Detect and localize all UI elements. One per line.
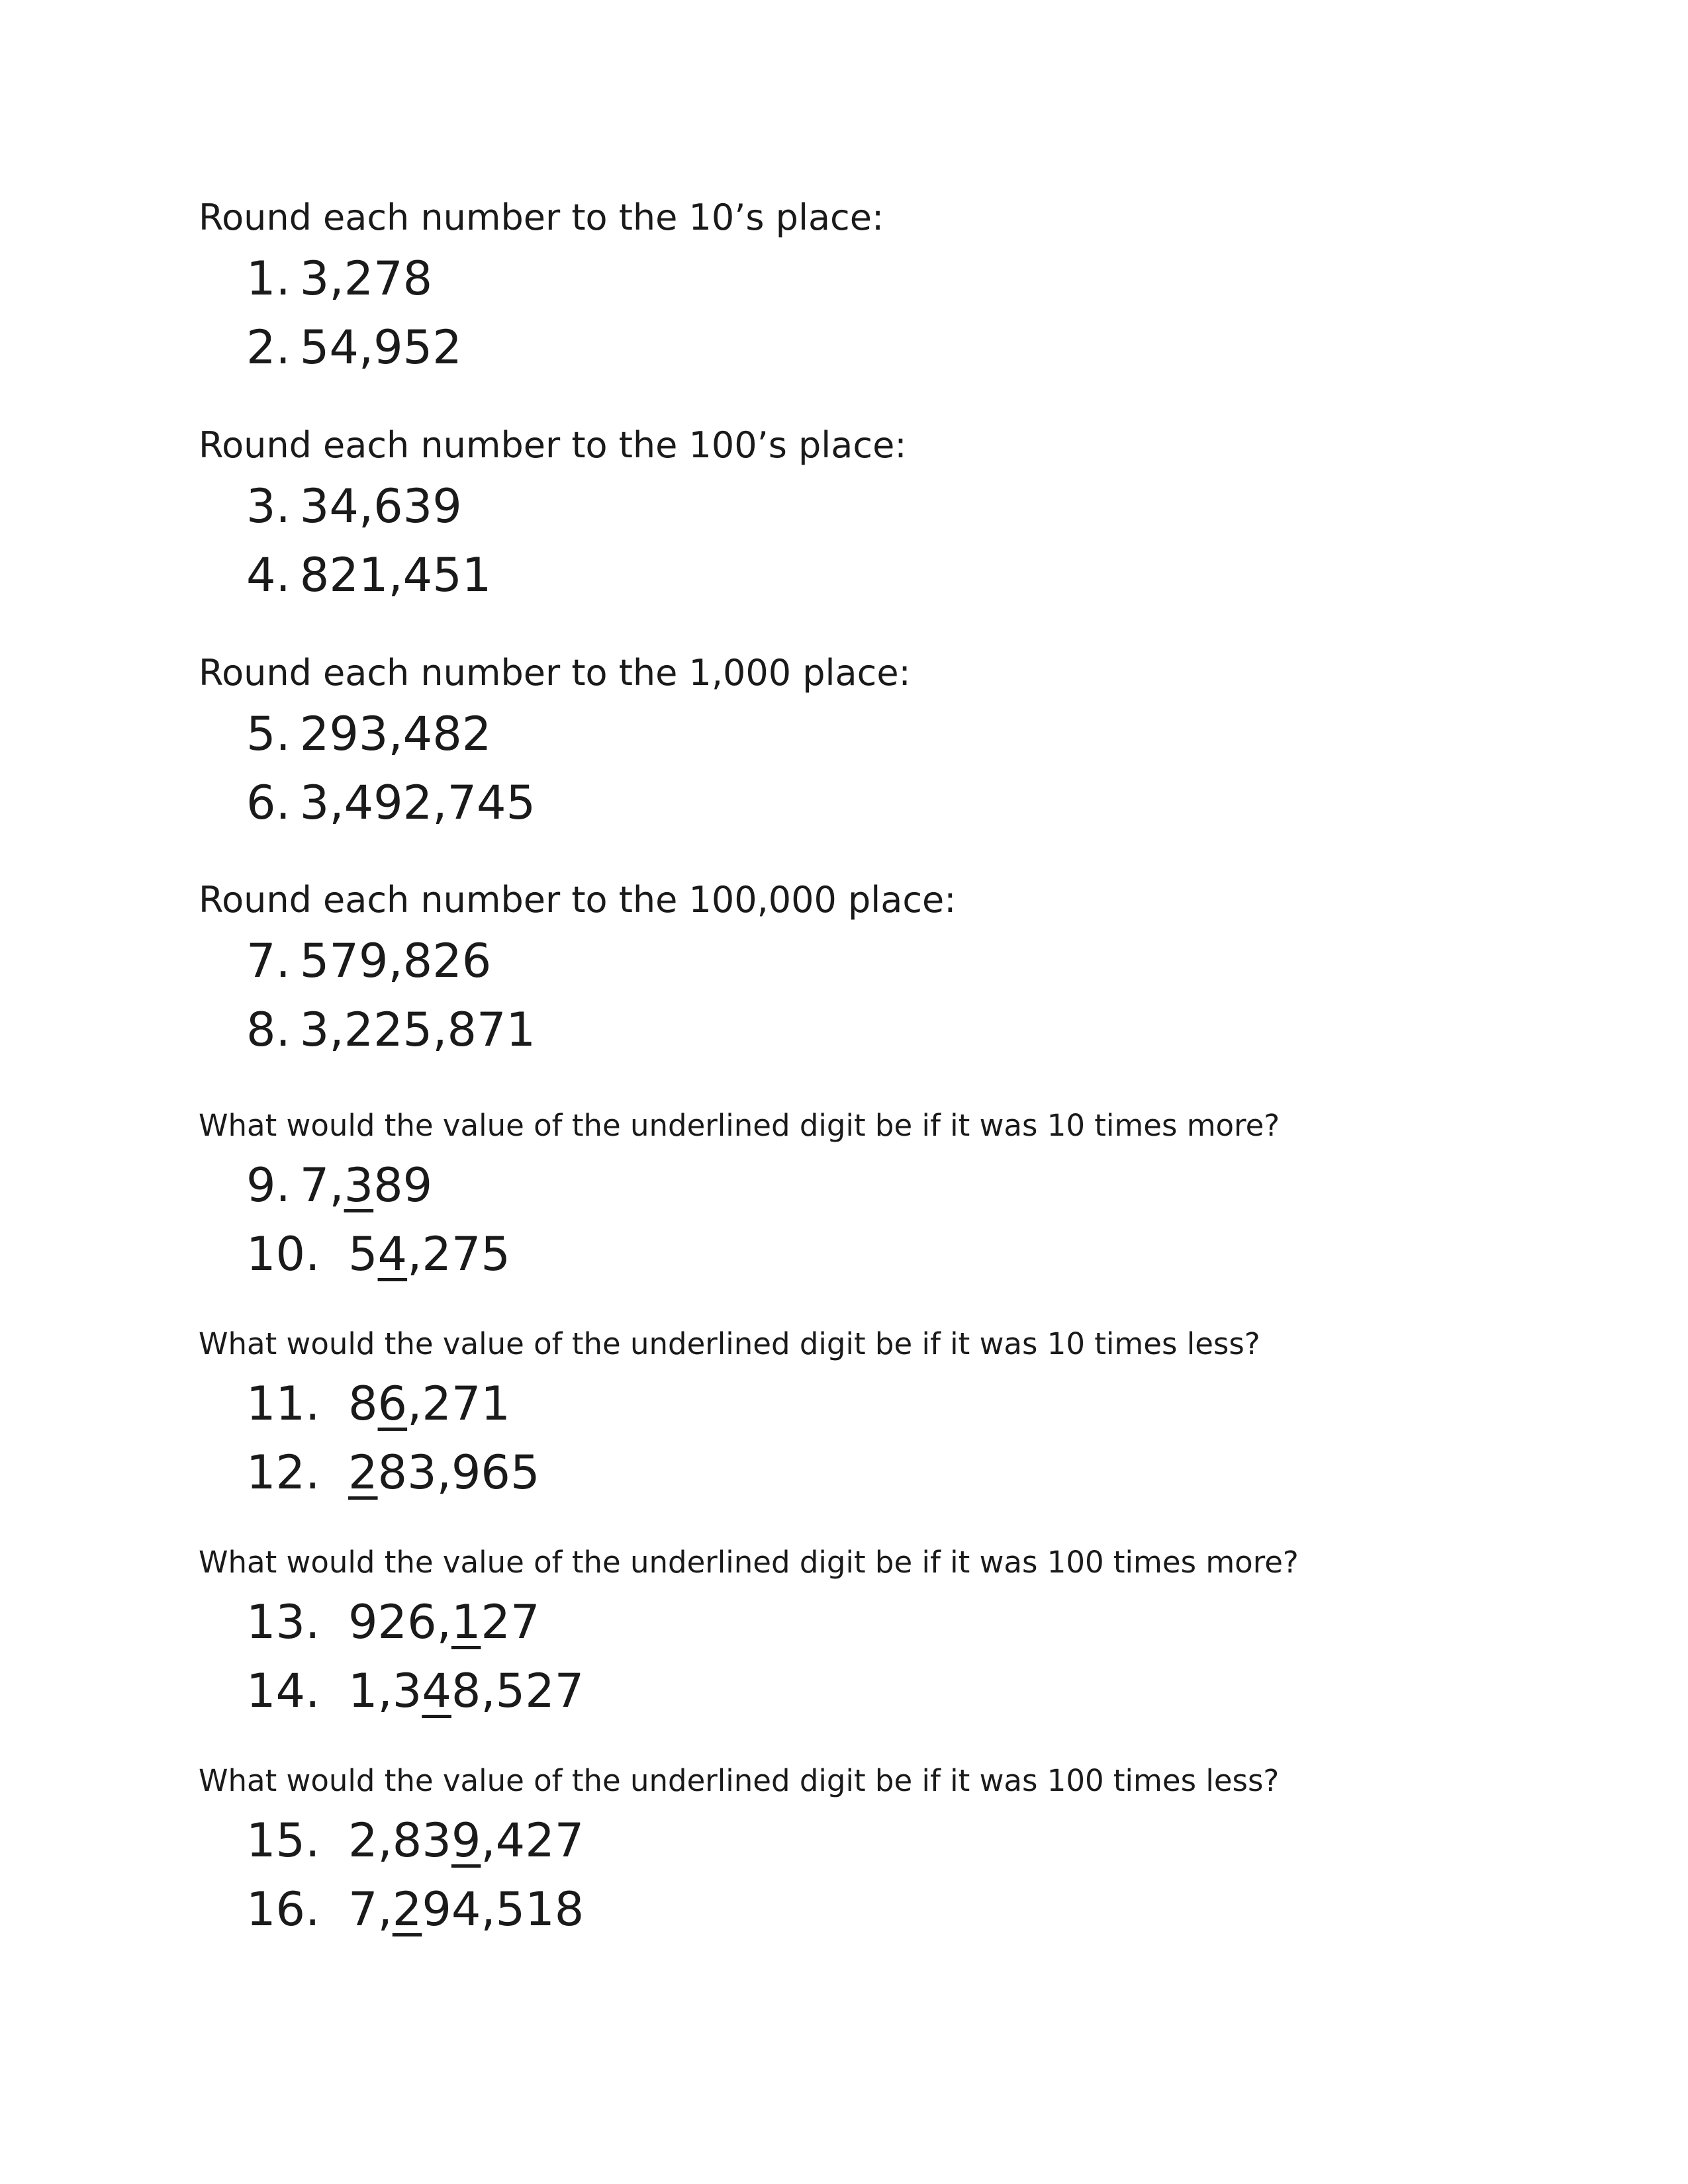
problem-12 bbox=[246, 1445, 540, 1500]
problem-10 bbox=[246, 1227, 510, 1281]
underlined-digit: 2 bbox=[348, 1445, 378, 1500]
problem-value: 3,225,871 bbox=[299, 1003, 536, 1057]
section-round-thousands bbox=[199, 652, 1523, 830]
problem-number: 10. bbox=[246, 1227, 320, 1281]
problem-7 bbox=[246, 934, 492, 988]
problem-value: 86,271 bbox=[348, 1377, 510, 1431]
problem-value: 34,639 bbox=[299, 479, 462, 533]
problem-number: 12. bbox=[246, 1445, 320, 1500]
problem-8 bbox=[246, 1003, 536, 1057]
problem-1 bbox=[246, 251, 433, 306]
problem-number: 16. bbox=[246, 1882, 320, 1936]
underlined-digit: 4 bbox=[377, 1227, 408, 1281]
problem-number: 9. bbox=[246, 1158, 291, 1212]
underlined-digit: 6 bbox=[377, 1377, 408, 1431]
problem-13 bbox=[246, 1595, 540, 1649]
problem-number: 7. bbox=[246, 934, 291, 988]
problem-number: 5. bbox=[246, 707, 291, 761]
problem-11 bbox=[246, 1377, 510, 1431]
problem-16 bbox=[246, 1882, 585, 1936]
problem-number: 6. bbox=[246, 776, 291, 830]
problem-value: 7,389 bbox=[299, 1158, 433, 1212]
problem-value: 926,127 bbox=[348, 1595, 540, 1649]
section-hundred-times-less bbox=[199, 1763, 1523, 1936]
problem-number: 2. bbox=[246, 320, 291, 375]
problem-value: 7,294,518 bbox=[348, 1882, 585, 1936]
section-heading: Round each number to the 100,000 place: bbox=[199, 879, 957, 921]
section-heading: What would the value of the underlined digit be if it was 10 times less? bbox=[199, 1326, 1260, 1361]
section-round-hundred-thousands bbox=[199, 879, 1523, 1057]
problem-5 bbox=[246, 707, 492, 761]
problem-number: 8. bbox=[246, 1003, 291, 1057]
underlined-digit: 1 bbox=[451, 1595, 481, 1649]
section-round-hundreds bbox=[199, 424, 1523, 602]
problem-value: 579,826 bbox=[299, 934, 492, 988]
problem-3 bbox=[246, 479, 462, 533]
problem-4 bbox=[246, 548, 492, 602]
problem-number: 1. bbox=[246, 251, 291, 306]
problem-value: 3,278 bbox=[299, 251, 433, 306]
section-round-tens bbox=[199, 197, 1523, 375]
problem-value: 821,451 bbox=[299, 548, 492, 602]
underlined-digit: 4 bbox=[422, 1664, 451, 1718]
problem-number: 4. bbox=[246, 548, 291, 602]
problem-number: 3. bbox=[246, 479, 291, 533]
problem-9 bbox=[246, 1158, 433, 1212]
underlined-digit: 3 bbox=[344, 1158, 374, 1212]
section-ten-times-less bbox=[199, 1326, 1523, 1500]
section-heading: Round each number to the 1,000 place: bbox=[199, 652, 911, 694]
underlined-digit: 9 bbox=[451, 1813, 481, 1868]
section-heading: Round each number to the 10’s place: bbox=[199, 197, 884, 238]
problem-14 bbox=[246, 1664, 585, 1718]
problem-number: 14. bbox=[246, 1664, 320, 1718]
section-ten-times-more bbox=[199, 1108, 1523, 1281]
problem-value: 2,839,427 bbox=[348, 1813, 585, 1868]
underlined-digit: 2 bbox=[392, 1882, 422, 1936]
section-heading: Round each number to the 100’s place: bbox=[199, 424, 907, 466]
problem-value: 3,492,745 bbox=[299, 776, 536, 830]
section-hundred-times-more bbox=[199, 1545, 1523, 1718]
problem-6 bbox=[246, 776, 536, 830]
problem-value: 54,952 bbox=[299, 320, 462, 375]
problem-number: 15. bbox=[246, 1813, 320, 1868]
problem-value: 293,482 bbox=[299, 707, 492, 761]
section-heading: What would the value of the underlined digit be if it was 100 times more? bbox=[199, 1545, 1299, 1580]
section-heading: What would the value of the underlined digit be if it was 10 times more? bbox=[199, 1108, 1280, 1143]
problem-number: 13. bbox=[246, 1595, 320, 1649]
problem-value: 283,965 bbox=[348, 1445, 540, 1500]
problem-value: 54,275 bbox=[348, 1227, 510, 1281]
problem-number: 11. bbox=[246, 1377, 320, 1431]
problem-value: 1,348,527 bbox=[348, 1664, 585, 1718]
problem-2 bbox=[246, 320, 462, 375]
section-heading: What would the value of the underlined digit be if it was 100 times less? bbox=[199, 1763, 1280, 1798]
problem-15 bbox=[246, 1813, 585, 1868]
